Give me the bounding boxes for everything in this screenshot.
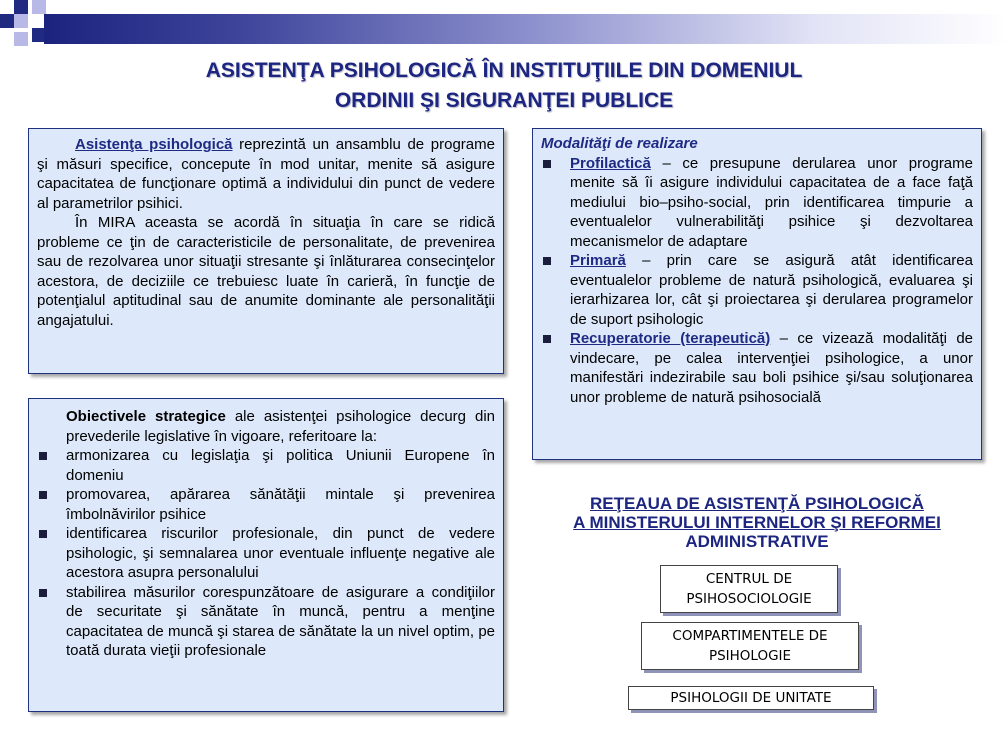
square-bullet-icon <box>543 257 551 265</box>
org-level-label: CENTRUL DE <box>705 571 793 587</box>
org-level-label: COMPARTIMENTELE DE <box>672 628 828 644</box>
network-title-line3: ADMINISTRATIVE <box>685 532 829 551</box>
objective-item <box>37 524 495 583</box>
objectives-intro <box>66 407 495 446</box>
org-level-label: PSIHOLOGIE <box>708 648 792 664</box>
modalities-box <box>532 128 982 460</box>
objectives-intro-text: ale asistenţei psihologice decurg din prevederile legislative în vigoare, referitoare la: <box>66 408 496 445</box>
org-level-label: PSIHOLOGII DE UNITATE <box>670 690 832 706</box>
objective-item <box>37 485 495 524</box>
page-title-line2: ORDINII ŞI SIGURANŢEI PUBLICE <box>334 89 674 112</box>
objective-text: identificarea riscurilor profesionale, din punct de vedere psihologic, şi semnalarea unor eventuale influenţe negative ale acestora asupra personalului <box>66 525 495 581</box>
modalities-heading: Modalităţi de realizare <box>541 135 698 152</box>
org-level-label: PSIHOSOCIOLOGIE <box>686 591 812 607</box>
modality-text: – ce presupune derularea unor programe menite să îi asigure individului capacitatea de a face faţă mediului bio–psiho-social, prin identificarea timpurie a eventualelor vulnerabilităţi psihice şi dezvoltarea mecanismelor de adaptare <box>570 154 973 250</box>
modality-text: – prin care se asigură atât identificarea eventualelor probleme de natură psihologică, evaluarea şi ierarhizarea lor, cât şi proiectarea şi derularea programelor de suport psihologic <box>570 252 973 328</box>
modality-term: Primară <box>570 252 626 269</box>
header-gradient-bar <box>44 14 1008 44</box>
objectives-box <box>28 398 504 712</box>
square-bullet-icon <box>543 335 551 343</box>
objectives-heading: Obiectivele strategice <box>66 408 226 425</box>
modality-item <box>541 251 973 329</box>
page-title <box>0 56 1008 116</box>
definition-box <box>28 128 504 374</box>
square-bullet-icon <box>39 530 47 538</box>
square-bullet-icon <box>543 160 551 168</box>
page-title-line1: ASISTENŢA PSIHOLOGICĂ ÎN INSTITUŢIILE DIN DOMENIUL <box>205 59 803 82</box>
square-bullet-icon <box>39 491 47 499</box>
objective-item <box>37 446 495 485</box>
mira-paragraph: În MIRA aceasta se acordă în situaţia în care se ridică probleme ce ţin de caracteristicile de personalitate, de prevenirea sau de rezolvarea unor situaţii stresante şi înlăturarea consecinţelor acestora, de deciziile ce trebuiesc luate în carieră, în funcţie de potenţialul aptitudinal sau de anumite dominante ale personalităţii angajatului. <box>37 214 495 329</box>
org-level-unit-psychologists <box>628 686 874 710</box>
modality-term: Profilactică <box>570 154 651 172</box>
modality-item <box>541 329 973 407</box>
org-level-center <box>660 565 838 613</box>
org-level-compartments <box>641 622 859 670</box>
definition-term: Asistenţa psihologică <box>75 136 233 153</box>
square-bullet-icon <box>39 452 47 460</box>
modality-text: – ce vizează modalităţi de vindecare, pe calea intervenţiei psihologice, a unor manifestări indezirabile sau boli psihice şi/sau soluţionarea unor probleme de natură psihosocială <box>570 330 974 406</box>
objective-text: stabilirea măsurilor corespunzătoare de asigurare a condiţiilor de securitate şi sănătate în muncă, pentru a menţine capacitatea de muncă şi starea de sănătate la un nivel optim, pe toată durata vieţii profesionale <box>66 583 495 659</box>
network-title <box>524 494 990 551</box>
definition-text: reprezintă un ansamblu de programe şi măsuri specifice, concepute în mod unitar, menite să asigure capacitatea de funcţionare optimă a individului din punct de vedere al parametrilor psihici. <box>37 136 495 212</box>
objectives-list <box>37 446 495 661</box>
modality-item <box>541 154 973 252</box>
objective-item <box>37 583 495 661</box>
modality-term: Recuperatorie (terapeutică) <box>570 330 771 347</box>
definition-paragraph <box>37 135 495 213</box>
modalities-list <box>541 154 973 408</box>
objective-text: armonizarea cu legislaţia şi politica Uniunii Europene în domeniu <box>66 447 495 484</box>
square-bullet-icon <box>39 589 47 597</box>
network-title-line2: A MINISTERULUI INTERNELOR ŞI REFORMEI <box>573 513 941 532</box>
objective-text: promovarea, apărarea sănătăţii mintale şi prevenirea îmbolnăvirilor psihice <box>66 486 495 523</box>
network-title-line1: REŢEAUA DE ASISTENŢĂ PSIHOLOGICĂ <box>589 494 925 513</box>
